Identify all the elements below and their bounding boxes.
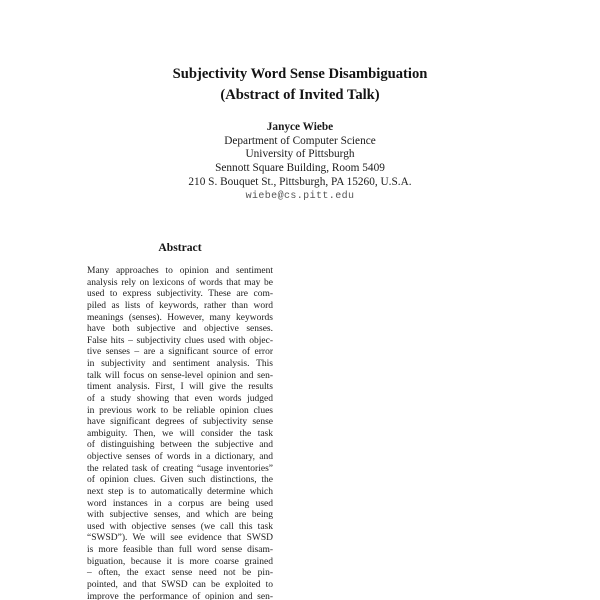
abstract-line: meanings (senses). However, many keywords [87, 312, 273, 323]
paper-title [0, 64, 600, 106]
abstract-line: analysis rely on lexicons of words that may be [87, 277, 273, 288]
abstract-line: the related task of creating “usage inventories” [87, 463, 273, 474]
abstract-line: Many approaches to opinion and sentiment [87, 266, 273, 276]
abstract-line: is more feasible than full word sense disam- [87, 545, 273, 555]
abstract-line: pointed, and that SWSD can be exploited to [87, 579, 273, 590]
abstract-line: “SWSD”). We will see evidence that SWSD [87, 533, 273, 544]
abstract-line: of distinguishing between the subjective and [87, 440, 273, 451]
abstract-line: in previous work to be reliable opinion clues [87, 405, 273, 416]
abstract-line: in subjectivity and sentiment analysis. This [87, 359, 273, 369]
abstract-line: talk will focus on sense-level opinion and sen- [87, 370, 273, 381]
abstract-line: have both subjective and objective senses. [87, 324, 273, 335]
abstract-line: used with objective senses (we call this task [87, 521, 273, 532]
author-affiliation-line: Sennott Square Building, Room 5409 [215, 162, 385, 175]
author-affiliation [0, 135, 600, 190]
abstract-line: False hits – subjectivity clues used with objec- [87, 335, 273, 346]
abstract-line: improve the performance of opinion and sen- [87, 591, 273, 600]
author-affiliation-line: Department of Computer Science [224, 134, 376, 147]
abstract-line: word instances in a corpus are being used [87, 498, 273, 509]
author-affiliation-line: 210 S. Bouquet St., Pittsburgh, PA 15260, U.S.A. [188, 175, 412, 188]
paper-title-line2: (Abstract of Invited Talk) [220, 87, 380, 103]
author-affiliation-line: University of Pittsburgh [245, 148, 355, 161]
author-email: wiebe@cs.pitt.edu [245, 190, 355, 202]
abstract-line: – often, the exact sense need not be pin- [87, 568, 273, 579]
paper-title-line1: Subjectivity Word Sense Disambiguation [172, 66, 428, 82]
abstract-section [87, 242, 273, 600]
author-block [0, 121, 600, 203]
abstract-line: of opinion clues. Given such distinctions, the [87, 475, 273, 486]
abstract-line: next step is to automatically determine which [87, 486, 273, 497]
abstract-line: have significant degrees of subjectivity sense [87, 417, 273, 428]
abstract-line: used to express subjectivity. These are com- [87, 289, 273, 300]
abstract-body [87, 266, 273, 600]
abstract-line: biguation, because it is more coarse grained [87, 556, 273, 567]
abstract-line: of a study showing that even words judged [87, 393, 273, 404]
abstract-line: ambiguity. Then, we will consider the task [87, 428, 273, 439]
abstract-line: piled as lists of keywords, rather than word [87, 300, 273, 311]
abstract-heading: Abstract [158, 241, 202, 254]
author-name: Janyce Wiebe [266, 121, 334, 133]
abstract-line: timent analysis. First, I will give the results [87, 382, 273, 393]
abstract-line: objective senses of words in a dictionary, and [87, 452, 273, 462]
abstract-line: with subjective senses, and which are being [87, 510, 273, 521]
abstract-line: tive senses – are a significant source of error [87, 347, 273, 358]
